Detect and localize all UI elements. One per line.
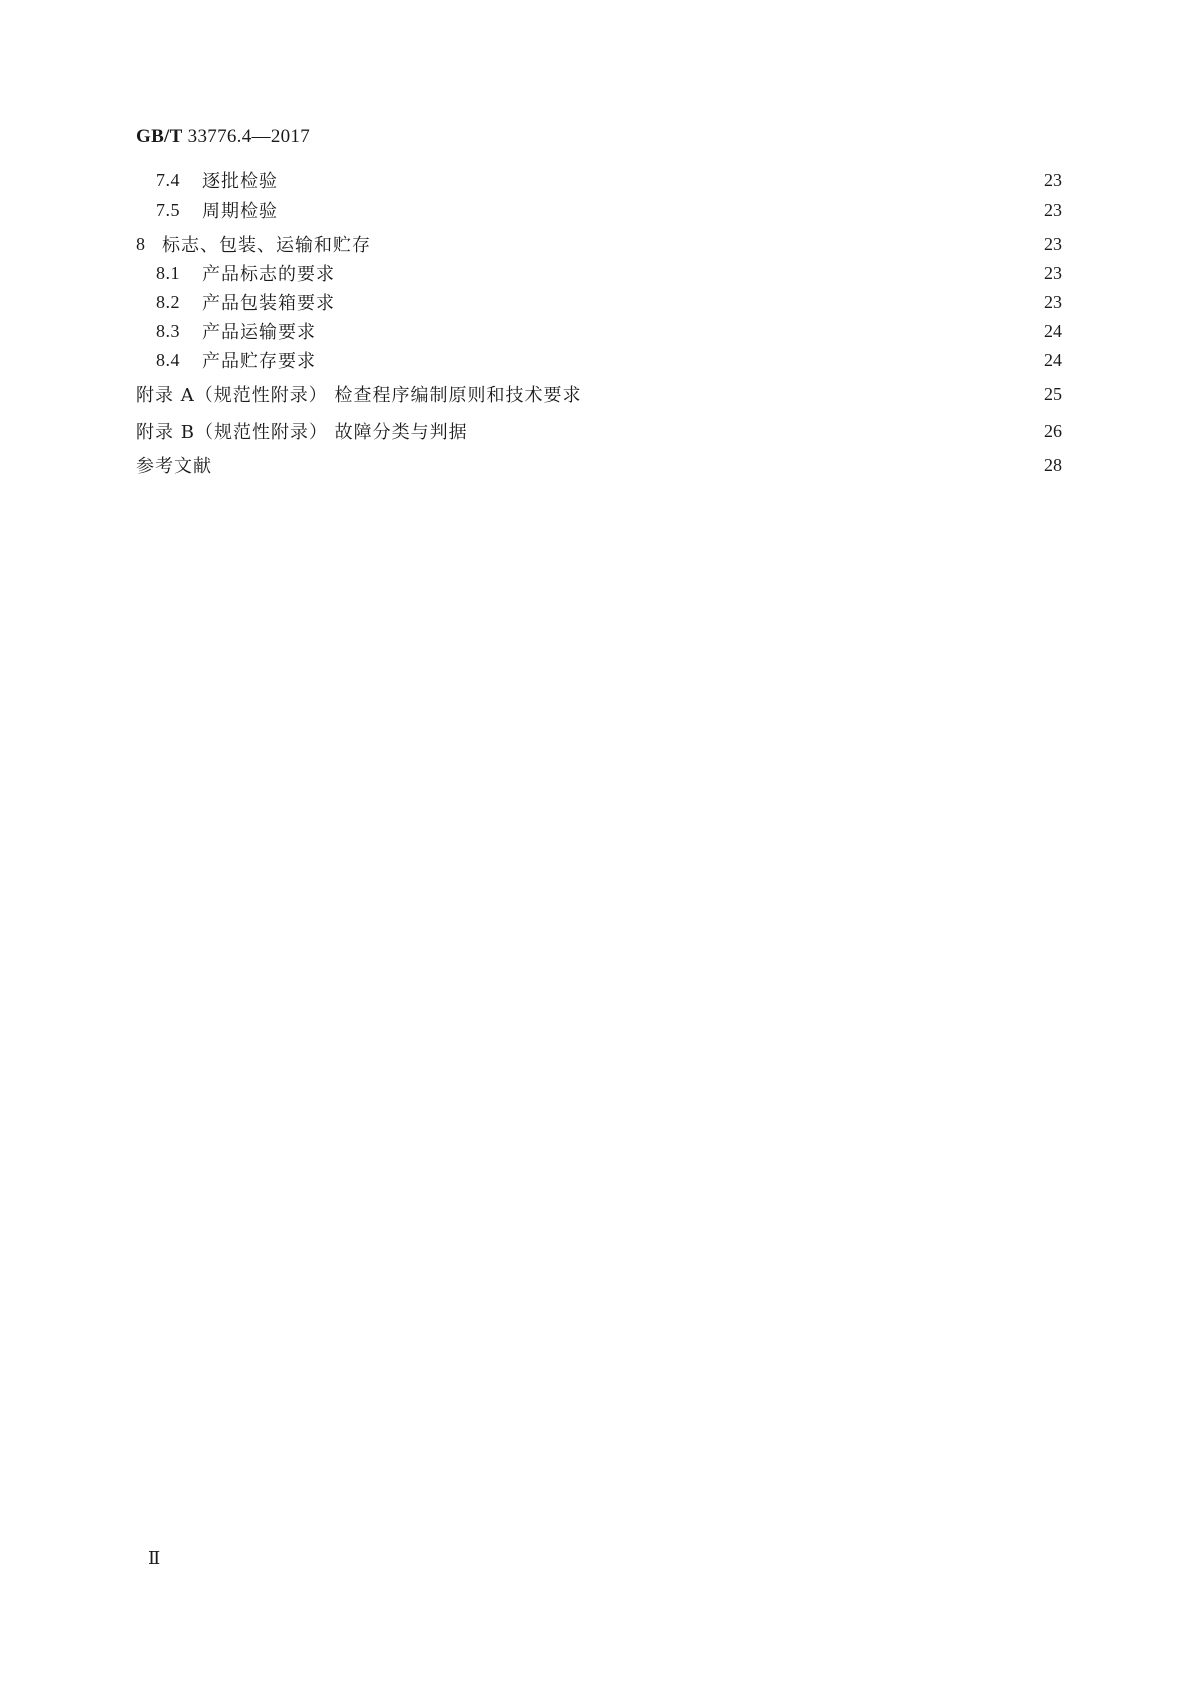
toc-entry-title: 产品标志的要求	[202, 264, 335, 285]
dot-leader	[474, 422, 1030, 440]
toc-entry-number: 8.2	[156, 291, 180, 312]
standard-code	[136, 126, 310, 148]
dot-leader	[284, 171, 1030, 189]
toc-entry-page: 24	[1044, 320, 1062, 341]
toc-entry-page: 28	[1044, 454, 1062, 475]
toc-entry-8-4[interactable]	[136, 346, 1062, 374]
dot-leader	[587, 385, 1030, 403]
toc-entry-title: 标志、包装、运输和贮存	[162, 235, 371, 256]
dot-leader	[377, 235, 1030, 253]
standard-code-number: 33776.4—2017	[187, 126, 311, 147]
toc-entry-title: 产品包装箱要求	[202, 293, 335, 314]
toc-entry-title: 周期检验	[202, 201, 278, 222]
standard-code-prefix: GB/T	[136, 126, 183, 147]
toc-entry-8[interactable]	[136, 230, 1062, 258]
toc-entry-7-4[interactable]	[136, 166, 1062, 194]
toc-entry-title: 产品运输要求	[202, 322, 316, 343]
dot-leader	[284, 201, 1030, 219]
dot-leader	[218, 456, 1030, 474]
toc-entry-number: 7.5	[156, 199, 180, 220]
toc-entry-title: 附录 B（规范性附录） 故障分类与判据	[136, 422, 468, 443]
toc-entry-number: 7.4	[156, 169, 180, 190]
toc-entry-page: 26	[1044, 420, 1062, 441]
toc-entry-page: 25	[1044, 383, 1062, 404]
dot-leader	[322, 322, 1030, 340]
toc-entry-8-2[interactable]	[136, 288, 1062, 316]
toc-entry-8-3[interactable]	[136, 317, 1062, 345]
toc-entry-annex-a[interactable]	[136, 380, 1062, 408]
toc-entry-page: 23	[1044, 233, 1062, 254]
toc-entry-page: 24	[1044, 349, 1062, 370]
toc-entry-title: 逐批检验	[202, 171, 278, 192]
toc-entry-number: 8	[136, 233, 146, 254]
toc-entry-title: 产品贮存要求	[202, 351, 316, 372]
toc-entry-page: 23	[1044, 169, 1062, 190]
toc-entry-title: 参考文献	[136, 456, 212, 477]
toc-entry-page: 23	[1044, 291, 1062, 312]
toc-entry-7-5[interactable]	[136, 196, 1062, 224]
toc-entry-number: 8.3	[156, 320, 180, 341]
toc-entry-title: 附录 A（规范性附录） 检查程序编制原则和技术要求	[136, 385, 582, 406]
toc-entry-references[interactable]	[136, 451, 1062, 479]
page-number: Ⅱ	[148, 1548, 161, 1568]
toc-entry-annex-b[interactable]	[136, 417, 1062, 445]
toc-entry-8-1[interactable]	[136, 259, 1062, 287]
toc-entry-page: 23	[1044, 262, 1062, 283]
dot-leader	[322, 351, 1030, 369]
toc-entry-number: 8.1	[156, 262, 180, 283]
dot-leader	[341, 264, 1030, 282]
dot-leader	[341, 293, 1030, 311]
toc-entry-number: 8.4	[156, 349, 180, 370]
toc-entry-page: 23	[1044, 199, 1062, 220]
